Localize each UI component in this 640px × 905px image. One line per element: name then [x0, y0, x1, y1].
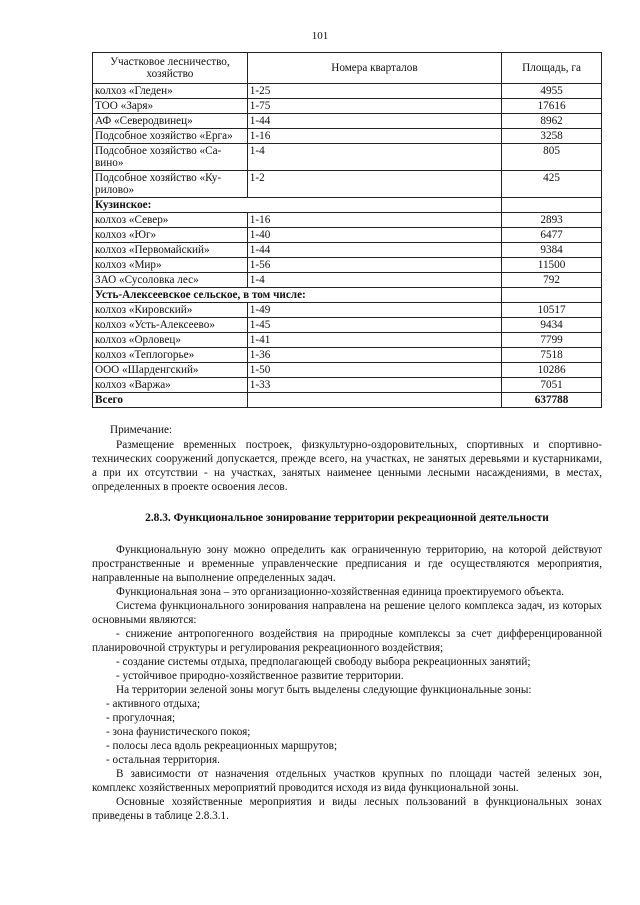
- name-cell: Всего: [93, 393, 248, 408]
- quarters-cell: 1-45: [247, 318, 501, 333]
- area-cell: 805: [502, 144, 602, 171]
- table-row: [93, 333, 602, 348]
- area-cell: 7799: [502, 333, 602, 348]
- name-cell: колхоз «Кировский»: [93, 303, 248, 318]
- body-text: [92, 543, 602, 823]
- area-cell: 425: [502, 171, 602, 198]
- list-item: - создание системы отдыха, предполагающей свободу выбора рекреационных занятий;: [116, 656, 531, 668]
- table-row: [93, 303, 602, 318]
- table-section-row: [93, 288, 602, 303]
- quarters-cell: 1-16: [247, 213, 501, 228]
- table-row: [93, 129, 602, 144]
- paragraph: На территории зеленой зоны могут быть выделены следующие функциональные зоны:: [116, 684, 532, 696]
- quarters-cell: [247, 393, 501, 408]
- name-cell: АФ «Северодвинец»: [93, 114, 248, 129]
- note-text: Размещение временных построек, физкультурно-оздоровительных, спортивных и спортивно-технических сооружений допускается, прежде всего, на участках, не занятых деревьями и кустарниками, а при их отсутствии - на участках, занятых наименее ценными лесными насаждениями, в местах, определенных в проекте освоения лесов.: [92, 439, 602, 493]
- quarters-cell: 1-2: [247, 171, 501, 198]
- table-row: [93, 258, 602, 273]
- name-cell: ООО «Шарденгский»: [93, 363, 248, 378]
- table-body: [93, 84, 602, 408]
- area-cell: 9434: [502, 318, 602, 333]
- table-row: [93, 171, 602, 198]
- name-cell: колхоз «Первомайский»: [93, 243, 248, 258]
- name-cell: ЗАО «Сусоловка лес»: [93, 273, 248, 288]
- area-cell: 7051: [502, 378, 602, 393]
- table-row: [93, 213, 602, 228]
- name-cell: колхоз «Теплогорье»: [93, 348, 248, 363]
- quarters-cell: 1-44: [247, 114, 501, 129]
- table-total-row: [93, 393, 602, 408]
- area-cell: 10286: [502, 363, 602, 378]
- table-row: [93, 243, 602, 258]
- list-item: - снижение антропогенного воздействия на природные комплексы за счет дифференцированной планировочной структуры и регулирования рекреационного воздействия;: [92, 628, 602, 654]
- name-cell: Подсобное хозяйство «Ку-рилово»: [93, 171, 248, 198]
- page-number: 101: [311, 30, 329, 42]
- header-area: Площадь, га: [502, 53, 602, 84]
- table-row: [93, 348, 602, 363]
- area-cell: 17616: [502, 99, 602, 114]
- area-cell: 9384: [502, 243, 602, 258]
- list-item: - активного отдыха;: [106, 698, 201, 710]
- area-cell: 10517: [502, 303, 602, 318]
- name-cell: ТОО «Заря»: [93, 99, 248, 114]
- area-cell: 8962: [502, 114, 602, 129]
- quarters-cell: 1-4: [247, 273, 501, 288]
- quarters-cell: 1-25: [247, 84, 501, 99]
- paragraph: Функциональную зону можно определить как ограниченную территорию, на которой действуют пространственные и временные управленческие предписания и где осуществляются мероприятия, направленные на выполнение определенных задач.: [92, 544, 602, 584]
- quarters-cell: 1-56: [247, 258, 501, 273]
- name-cell: Подсобное хозяйство «Са-вино»: [93, 144, 248, 171]
- quarters-cell: 1-44: [247, 243, 501, 258]
- header-forestry: Участковое лесничество, хозяйство: [93, 53, 248, 84]
- name-cell: Подсобное хозяйство «Ерга»: [93, 129, 248, 144]
- quarters-cell: 1-50: [247, 363, 501, 378]
- area-cell: 11500: [502, 258, 602, 273]
- table-row: [93, 318, 602, 333]
- area-cell: 6477: [502, 228, 602, 243]
- table-row: [93, 228, 602, 243]
- table-row: [93, 144, 602, 171]
- empty-cell: [502, 198, 602, 213]
- table-row: [93, 99, 602, 114]
- name-cell: колхоз «Гледен»: [93, 84, 248, 99]
- quarters-cell: 1-33: [247, 378, 501, 393]
- section-name-cell: Кузинское:: [93, 198, 502, 213]
- quarters-cell: 1-16: [247, 129, 501, 144]
- header-quarters: Номера кварталов: [247, 53, 501, 84]
- list-item: - зона фаунистического покоя;: [106, 726, 251, 738]
- area-cell: 2893: [502, 213, 602, 228]
- table-row: [93, 114, 602, 129]
- quarters-cell: 1-49: [247, 303, 501, 318]
- note-label: Примечание:: [110, 424, 173, 436]
- list-item: - полосы леса вдоль рекреационных маршрутов;: [106, 740, 338, 752]
- paragraph: Система функционального зонирования направлена на решение целого комплекса задач, из которых основными являются:: [92, 600, 602, 626]
- list-item: - прогулочная;: [106, 712, 176, 724]
- quarters-cell: 1-40: [247, 228, 501, 243]
- table-header-row: [93, 53, 602, 84]
- table-row: [93, 273, 602, 288]
- quarters-cell: 1-36: [247, 348, 501, 363]
- list-item: - устойчивое природно-хозяйственное развитие территории.: [116, 670, 404, 682]
- section-heading: 2.8.3. Функциональное зонирование территории рекреационной деятельности: [145, 512, 549, 524]
- list-item: - остальная территория.: [106, 754, 220, 766]
- area-cell: 637788: [502, 393, 602, 408]
- paragraph: Функциональная зона – это организационно-хозяйственная единица проектируемого объекта.: [116, 586, 564, 598]
- name-cell: колхоз «Усть-Алексеево»: [93, 318, 248, 333]
- area-cell: 792: [502, 273, 602, 288]
- paragraph: В зависимости от назначения отдельных участков крупных по площади частей зеленых зон, комплекс хозяйственных мероприятий проводится исходя из вида функциональной зоны.: [92, 768, 602, 794]
- area-cell: 3258: [502, 129, 602, 144]
- area-cell: 4955: [502, 84, 602, 99]
- paragraph: Основные хозяйственные мероприятия и виды лесных пользований в функциональных зонах приведены в таблице 2.8.3.1.: [92, 796, 602, 822]
- table-row: [93, 378, 602, 393]
- name-cell: колхоз «Варжа»: [93, 378, 248, 393]
- name-cell: колхоз «Юг»: [93, 228, 248, 243]
- name-cell: колхоз «Мир»: [93, 258, 248, 273]
- section-name-cell: Усть-Алексеевское сельское, в том числе:: [93, 288, 502, 303]
- quarters-cell: 1-4: [247, 144, 501, 171]
- quarters-cell: 1-75: [247, 99, 501, 114]
- empty-cell: [502, 288, 602, 303]
- quarters-cell: 1-41: [247, 333, 501, 348]
- area-cell: 7518: [502, 348, 602, 363]
- forestry-table: [92, 52, 602, 408]
- name-cell: колхоз «Орловец»: [93, 333, 248, 348]
- table-section-row: [93, 198, 602, 213]
- name-cell: колхоз «Север»: [93, 213, 248, 228]
- table-row: [93, 363, 602, 378]
- table-row: [93, 84, 602, 99]
